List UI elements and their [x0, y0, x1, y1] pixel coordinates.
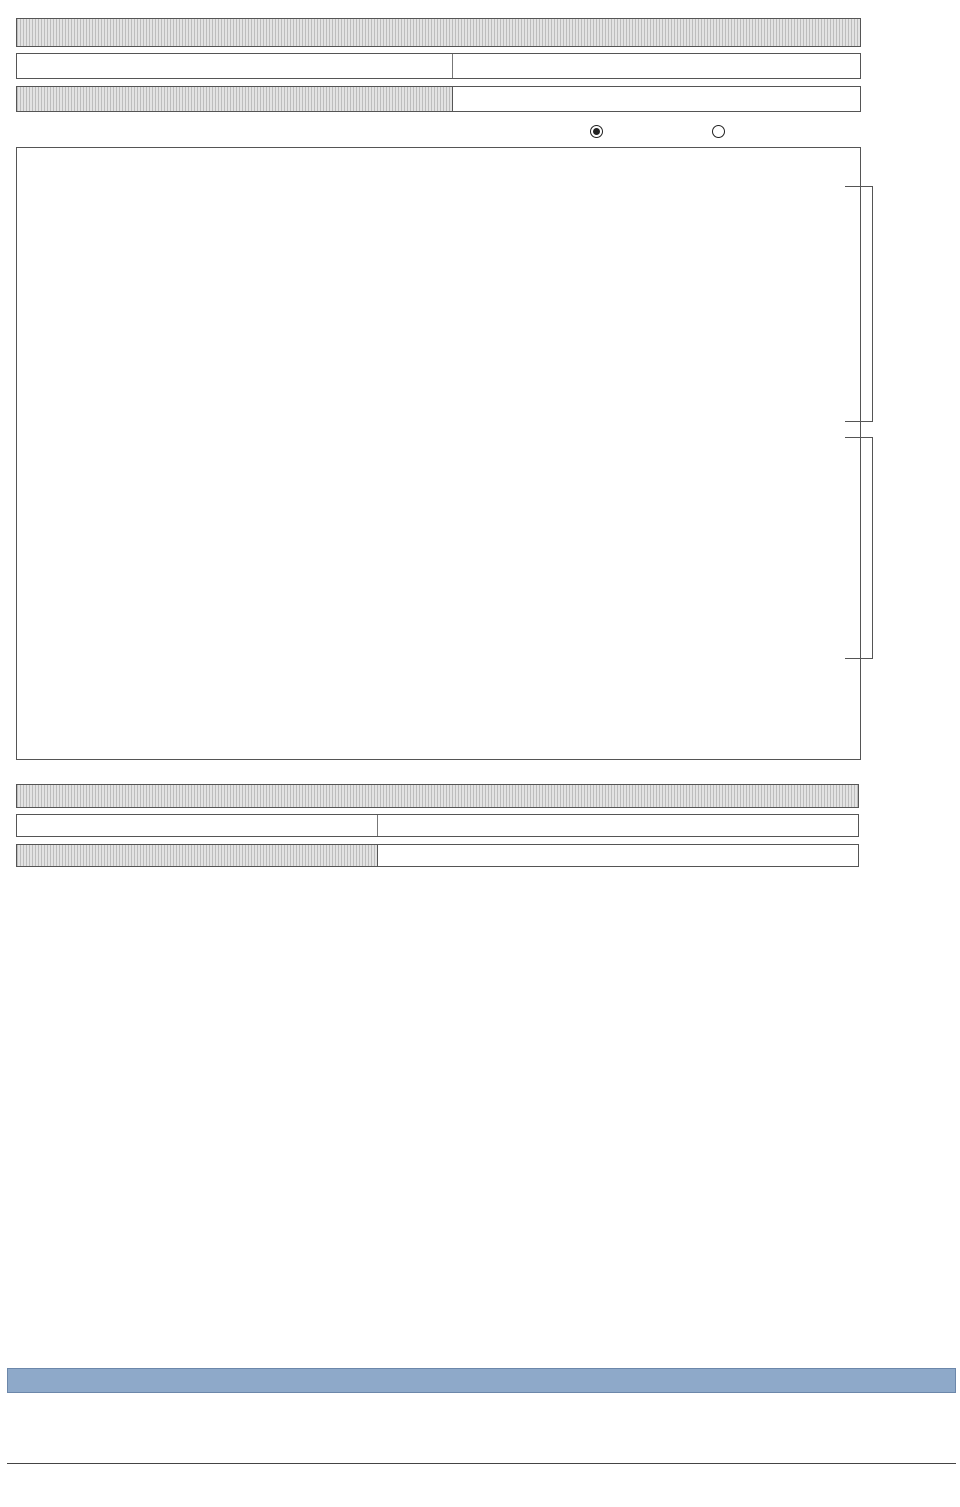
room-table — [16, 147, 861, 760]
g1-title-bar — [16, 784, 859, 808]
figure-caption — [7, 1368, 956, 1393]
form-g1 — [0, 770, 960, 1368]
sort-option-geschoss[interactable] — [590, 123, 608, 138]
radio-selected-icon[interactable] — [590, 125, 603, 138]
g2-projekt-row — [16, 53, 861, 79]
sort-option-wohneinheit[interactable] — [712, 123, 730, 138]
footer-divider — [7, 1463, 956, 1464]
g1-projekt-row — [16, 814, 859, 837]
g1-section-bar — [16, 844, 859, 867]
g2-title-bar — [16, 18, 861, 47]
radio-empty-icon[interactable] — [712, 125, 725, 138]
g2-section-bar — [16, 86, 861, 112]
bracket-lower — [845, 437, 873, 659]
bracket-upper — [845, 186, 873, 422]
